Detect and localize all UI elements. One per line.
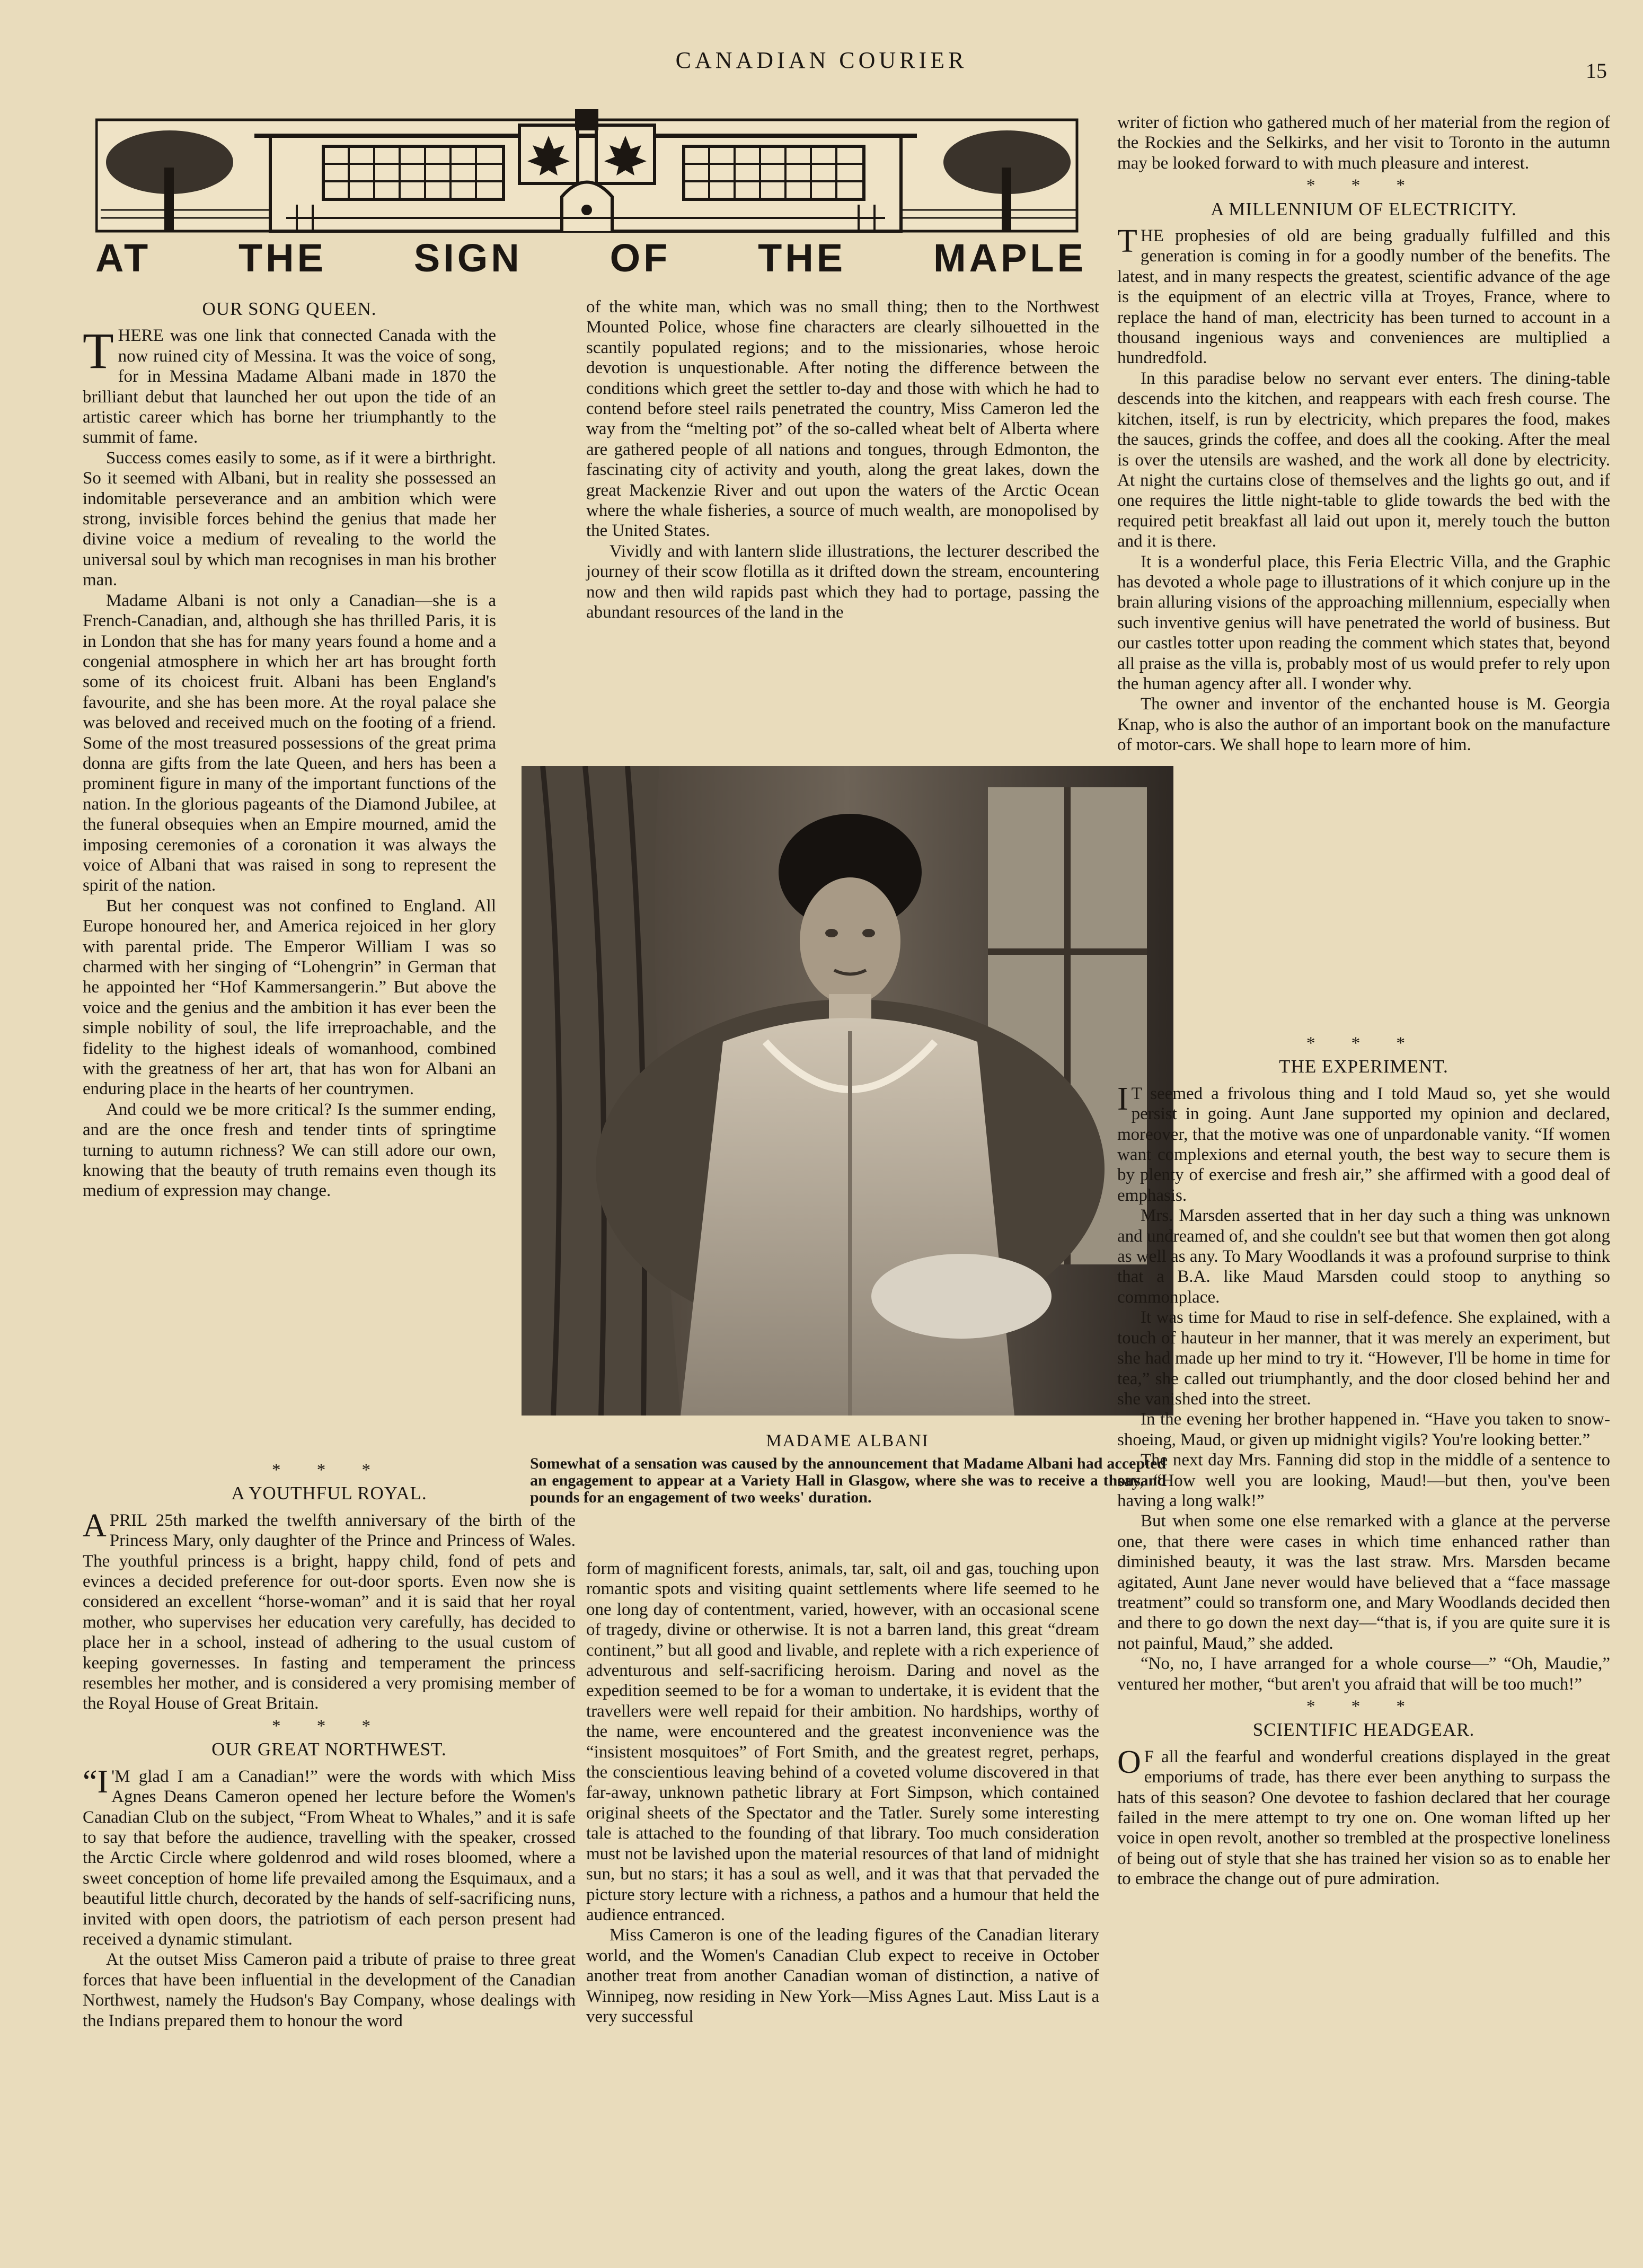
article-paragraph: of the white man, which was no small thing; then to the Northwest Mounted Police, whose fine characters are clearly silhouetted in the scantily populated regions; and to the missionaries, whose heroic devotion is unquestionable. After noting the difference between the conditions which greet the settler to-day and those with which he had to contend before steel rails penetrated the country, Miss Cameron led the way from the “melting pot” of the so-called wheat belt of Alberta where are gathered people of all nations and tongues, through Edmonton, the fascinating city of activity and youth, along the great lakes, down the great Mackenzie River and out upon the waters of the Arctic Ocean where the whale fisheries, a source of much wealth, are monopolised by the United States. [586,297,1099,541]
article-northwest-continued [586,297,1099,623]
masthead: CANADIAN COURIER [675,47,968,73]
article-paragraph: The owner and inventor of the enchanted house is M. Georgia Knap, who is also the author of an important book on the manufacture of motor-cars. We shall hope to learn more of him. [1117,695,1610,755]
photo-caption: Somewhat of a sensation was caused by the announcement that Madame Albani had accepted an engagement to appear at a Variety Hall in Glasgow, where she was to receive a thousand pounds for an engagement of two weeks' duration. [530,1455,1166,1506]
section-title [95,235,1086,280]
article-paragraph: It is a wonderful place, this Feria Electric Villa, and the Graphic has devoted a whole page to illustrations of it which conjure up in the brain alluring visions of the approaching millennium, especially when such inventive genius will have penetrated the world of business. But our castles totter upon reading the comment which states that, beyond all praise as the villa is, probably most of us would prefer to rely upon the human agency after all. I wonder why. [1117,552,1610,693]
article-paragraph: The next day Mrs. Fanning did stop in the middle of a sentence to say, “How well you are looking, Maud!—but then, you've been having a long walk!” [1117,1451,1610,1510]
article-paragraph: writer of fiction who gathered much of her material from the region of the Rockies and the Selkirks, and her visit to Toronto in the autumn may be looked forward to with much pleasure and interest. [1117,113,1610,173]
article-song-queen [83,297,496,1201]
section-separator: * * * [1306,1034,1421,1053]
section-separator: * * * [272,1461,386,1480]
photo-title: MADAME ALBANI [766,1431,929,1451]
section-separator: * * * [1306,176,1421,196]
drop-cap: A [83,1507,107,1544]
window-left-icon [323,146,504,199]
article-paragraph: Mrs. Marsden asserted that in her day such a thing was unknown and undreamed of, and she couldn't see but that women then got along as well as any. To Mary Woodlands it was a profound surprise to think that a B.A. like Maud Marsden could stoop to anything so commonplace. [1117,1206,1610,1307]
article-heading: A MILLENNIUM OF ELECTRICITY. [1211,198,1517,219]
article-paragraph: Miss Cameron is one of the leading figures of the Canadian literary world, and the Women's Canadian Club expect to receive in October another treat from another Canadian woman of distinction, a native of Winnipeg, now residing in New York—Miss Agnes Laut. Miss Laut is a very successful [586,1926,1099,2026]
article-paragraph: But her conquest was not confined to England. All Europe honoured her, and America rejoiced in her glory with parental pride. The Emperor William I was so charmed with her singing of “Lohengrin” in German that he appointed her “Hof Kammersangerin.” But above the voice and the genius and the ambition it has ever been the simple nobility of soul, the life irreproachable, and the fidelity to the highest ideals of womanhood, combined with the greatness of her art, that has won for Albani an enduring place in the hearts of her countrymen. [83,896,496,1099]
article-paragraph: But when some one else remarked with a glance at the perverse one, that there were cases in which time enhanced rather than diminished beauty, it was the last straw. Mrs. Marsden became agitated, Aunt Jane never would have believed that a “face massage treatment” could so transform one, and Mary Woodlands decided then and there to go down the next day—“that is, if you are quite sure it is not painful, Maud,” she added. [1117,1511,1610,1653]
article-experiment [1117,1031,1610,1889]
section-title-word: OF [610,236,671,280]
page-number: 15 [1586,59,1607,83]
article-paragraph: Vividly and with lantern slide illustrations, the lecturer described the journey of their scow flotilla as it drifted down the stream, encountering now and then wild rapids past which they had to portage, passing the abundant resources of the land in the [586,541,1099,622]
article-paragraph: THE prophesies of old are being gradually fulfilled and this generation is coming in for a goodly number of the benefits. The latest, and in many respects the greatest, scientific advance of the age is the equipment of an electric villa at Troyes, France, where to replace the hand of man, electricity has been turned to account in a thousand ingenious ways and conveniences are multiplied a hundredfold. [1117,223,1610,368]
article-paragraph: In the evening her brother happened in. “Have you taken to snow-shoeing, Maud, or given up midnight vigils? You're looking better.” [1117,1410,1610,1449]
section-title-word: THE [238,236,326,280]
drop-cap: T [83,322,114,380]
article-paragraph: O F all the fearful and wonderful creations displayed in the great emporiums of trade, has there ever been anything to surpass the hats of this season? One devotee to fashion declared that her courage failed in the mere attempt to try one on. One woman lifted up her voice in open revolt, another so trembled at the prospective loneliness of being out of style that she has trained her vision so as to enable her to embrace the change out of pure admiration. [1117,1744,1610,1889]
article-paragraph: “I 'M glad I am a Canadian!” were the words with which Miss Agnes Deans Cameron opened her lecture before the Women's Canadian Club on the subject, “From Wheat to Whales,” and it is safe to say that before the audience, travelling with the speaker, crossed the Arctic Circle where goldenrod and wild roses bloomed, where a sweet conception of home life prevailed among the Esquimaux, and a beautiful little church, decorated by the hands of self-sacrificing nuns, invited with open doors, the patriotism of each person present had received a dynamic stimulant. [83,1763,576,1949]
maple-leaf-sign-left-icon [519,125,578,183]
article-paragraph: APRIL 25th marked the twelfth anniversary of the birth of the Princess Mary, only daughter of the Prince and Princess of Wales. The youthful princess is a bright, happy child, fond of pets and evinces a decided preference for out-door sports. Even now she is considered an excellent “horse-woman” and it is said that her royal mother, who supervises her education very carefully, has decided to place her in a school, instead of adhering to the usual custom of keeping governesses. In fasting and temperament the princess resembles her mother, and is considered a very promising member of the Royal House of Great Britain. [83,1507,576,1713]
article-paragraph: Success comes easily to some, as if it were a birthright. So it seemed with Albani, but in reality she possessed an indomitable perseverance and an ambition which were strong, invisible forces behind the genius that made her divine voice a medium of revealing to the world the universal soul by which man recognises in man his brother man. [83,448,496,590]
section-title-word: MAPLE [933,236,1086,280]
article-paragraph: THERE was one link that connected Canada with the now ruined city of Messina. It was the voice of song, for in Messina Madame Albani made in 1870 the brilliant debut that launched her out upon the tide of an artistic career which has borne her triumphantly to the summit of fame. [83,322,496,447]
article-heading: SCIENTIFIC HEADGEAR. [1252,1719,1475,1740]
article-heading: A YOUTHFUL ROYAL. [231,1483,427,1504]
article-northwest-continued-2 [586,1559,1099,2027]
article-paragraph: form of magnificent forests, animals, tar, salt, oil and gas, touching upon romantic spots and visiting quaint settlements where life seemed to he one long day of contentment, varied, however, with an occasional scene of tragedy, divine or otherwise. It is not a barren land, this great “dream continent,” but all good and livable, and replete with a rich experience of adventurous and self-sacrificing heroism. Daring and novel as the expedition seemed to be for a woman to undertake, it is evident that the travellers were well repaid for their ambition. No hardships, worthy of the name, were encountered and the greatest inconvenience was the “insistent mosquitoes” of Fort Smith, and the greatest regret, perhaps, the conscientious leaving behind of a coveted volume discovered in that far-away, unknown pathetic library at Fort Simpson, which contained original sheets of the Spectator and the Tatler. Surely some interesting tale is attached to the founding of that library. Too much consideration must not be lavished upon the material resources of that land of midnight sun, but no stars; it has a soul as well, and it was that that pervaded the picture story lecture with a richness, a pathos and a humour that held the audience entranced. [586,1559,1099,1924]
portrait-photo-madame-albani [522,766,1173,1416]
article-paragraph: At the outset Miss Cameron paid a tribute of praise to three great forces that have been influential in the development of the Canadian Northwest, namely the Hudson's Bay Company, whose dealings with the Indians prepared them to honour the word [83,1950,576,2030]
window-right-icon [684,146,864,199]
article-paragraph: Madame Albani is not only a Canadian—she is a French-Canadian, and, although she has thrilled Paris, it is in London that she has for many years found a home and a congenial atmosphere in which her art has brought forth some of its choicest fruit. Albani has been England's favourite, and she has been more. At the royal palace she was beloved and received much on the footing of a friend. Some of the most treasured possessions of the great prima donna are gifts from the late Queen, and hers has been a prominent figure in many of the important functions of the nation. In the glorious pageants of the Diamond Jubilee, at the funeral obsequies when an Empire mourned, amid the imposing ceremonies of a coronation it was always the voice of Albani that was raised in song to represent the spirit of the nation. [83,591,496,895]
drop-cap: O [1117,1744,1141,1780]
article-youthful-royal [83,1458,576,2031]
article-paragraph: In this paradise below no servant ever enters. The dining-table descends into the kitchen, and reappears with each fresh course. The kitchen, itself, is run by electricity, which prepares the food, makes the sauces, grinds the coffee, and does all the cooking. After the meal is over the utensils are washed, and the work all done by electricity. At night the curtains close of themselves and the lights go out, and if one requires the little night-table to glide towards the bed with the required petit breakfast all laid out upon it, merely touch the button and it is there. [1117,368,1610,551]
section-title-word: AT [95,236,152,280]
article-heading: OUR GREAT NORTHWEST. [211,1739,447,1760]
maple-leaf-sign-right-icon [596,125,655,183]
article-paragraph: And could we be more critical? Is the summer ending, and are the once fresh and tender tints of springtime turning to autumn richness? We can still adore our own, knowing that the beauty of truth remains even though its medium of expression may change. [83,1100,496,1201]
drop-cap: I [1117,1080,1128,1117]
section-separator: * * * [1306,1697,1421,1716]
section-separator: * * * [272,1716,386,1736]
article-heading: OUR SONG QUEEN. [202,298,377,319]
section-title-word: SIGN [413,236,523,280]
article-heading: THE EXPERIMENT. [1279,1056,1448,1077]
article-paragraph: It was time for Maud to rise in self-defence. She explained, with a touch of hauteur in her manner, that it was merely an experiment, but she had made up her mind to try it. “However, I'll be home in time for tea,” she called out triumphantly, and the door closed behind her and she vanished into the street. [1117,1308,1610,1409]
article-paragraph: “No, no, I have arranged for a whole course—” “Oh, Maudie,” ventured her mother, “but aren't you afraid that will be too much!” [1117,1654,1610,1694]
article-paragraph: I T seemed a frivolous thing and I told Maud so, yet she would persist in going. Aunt Jane supported my opinion and declared, moreover, that the motive was one of unpardonable vanity. “If women want complexions and eternal youth, the best way to secure them is by plenty of exercise and fresh air,” she affirmed with a good deal of emphasis. [1117,1080,1610,1205]
drop-cap: T [1117,223,1137,260]
maple-banner-illustration [95,104,1079,234]
article-electricity [1117,112,1610,755]
drop-cap: “I [83,1763,109,1800]
section-title-word: THE [758,236,846,280]
